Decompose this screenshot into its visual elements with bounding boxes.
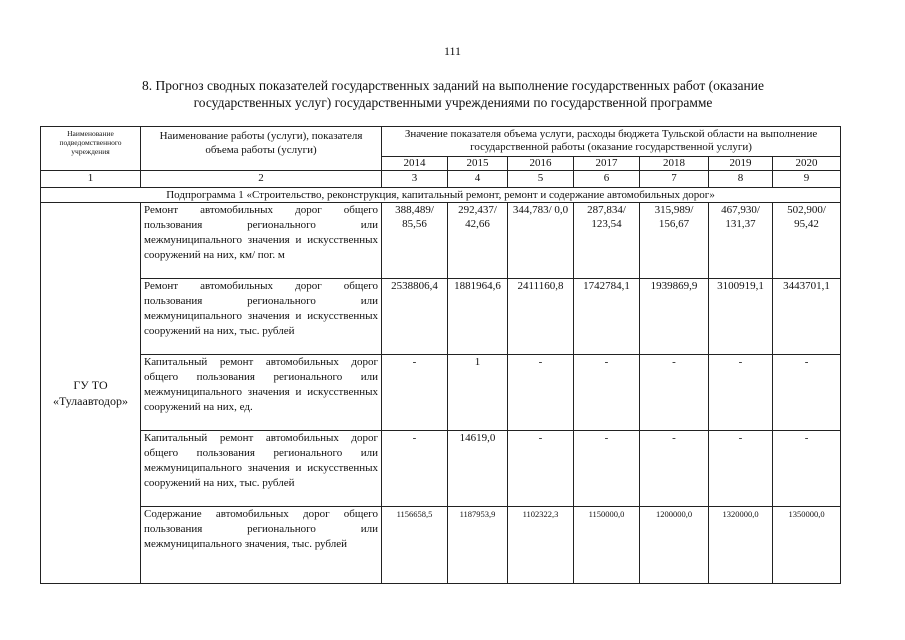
value-cell: 344,783/ 0,0 <box>508 203 574 279</box>
value-cell: - <box>640 355 709 431</box>
table-row <box>41 279 841 355</box>
column-number: 4 <box>448 171 508 188</box>
value-cell: - <box>508 431 574 507</box>
value-cell: 1939869,9 <box>640 279 709 355</box>
work-description: Капитальный ремонт автомобильных дорог общего пользования регионального или межмуниципального значения и искусственных сооружений на них, ед. <box>141 355 382 431</box>
title-line-2: государственных услуг) государственными учреждениями по государственной программе <box>193 95 713 110</box>
value-cell: 388,489/ 85,56 <box>382 203 448 279</box>
subprogram-row <box>41 188 841 203</box>
header-org-name: Наименование подведомственного учреждения <box>41 127 141 171</box>
value-cell: 287,834/ 123,54 <box>574 203 640 279</box>
header-work-name: Наименование работы (услуги), показателя объема работы (услуги) <box>141 127 382 171</box>
value-cell: 1320000,0 <box>709 507 773 584</box>
forecast-table <box>40 126 841 584</box>
year-cell: 2020 <box>773 157 841 171</box>
work-description: Содержание автомобильных дорог общего пользования регионального или межмуниципального значения, тыс. рублей <box>141 507 382 584</box>
table-row <box>41 507 841 584</box>
year-cell: 2019 <box>709 157 773 171</box>
column-number: 3 <box>382 171 448 188</box>
value-cell: - <box>574 355 640 431</box>
value-cell: 1150000,0 <box>574 507 640 584</box>
org-name-line-2: «Тулаавтодор» <box>52 394 129 408</box>
value-cell: 2411160,8 <box>508 279 574 355</box>
value-cell: 1102322,3 <box>508 507 574 584</box>
value-cell: 1350000,0 <box>773 507 841 584</box>
value-cell: - <box>773 355 841 431</box>
value-cell: - <box>382 355 448 431</box>
value-cell: - <box>382 431 448 507</box>
table-row <box>41 355 841 431</box>
table-row <box>41 431 841 507</box>
value-cell: 292,437/ 42,66 <box>448 203 508 279</box>
value-cell: - <box>773 431 841 507</box>
value-cell: 315,989/ 156,67 <box>640 203 709 279</box>
column-number: 1 <box>41 171 141 188</box>
column-number: 8 <box>709 171 773 188</box>
value-cell: 3100919,1 <box>709 279 773 355</box>
value-cell: 2538806,4 <box>382 279 448 355</box>
value-cell: - <box>709 431 773 507</box>
value-cell: - <box>574 431 640 507</box>
page-number: 111 <box>443 44 462 58</box>
table-row <box>41 203 841 279</box>
value-cell: - <box>508 355 574 431</box>
value-cell: - <box>709 355 773 431</box>
work-description: Капитальный ремонт автомобильных дорог общего пользования регионального или межмуниципального значения и искусственных сооружений на них, тыс. рублей <box>141 431 382 507</box>
year-cell: 2018 <box>640 157 709 171</box>
value-cell: 1187953,9 <box>448 507 508 584</box>
value-cell: 1156658,5 <box>382 507 448 584</box>
year-cell: 2014 <box>382 157 448 171</box>
column-number: 6 <box>574 171 640 188</box>
value-cell: 1200000,0 <box>640 507 709 584</box>
column-numbers-row <box>41 171 841 188</box>
value-cell: 14619,0 <box>448 431 508 507</box>
page-title <box>40 77 866 111</box>
year-cell: 2015 <box>448 157 508 171</box>
column-number: 5 <box>508 171 574 188</box>
subprogram-title: Подпрограмма 1 «Строительство, реконструкция, капитальный ремонт, ремонт и содержание автомобильных дорог» <box>41 188 841 203</box>
header-row <box>41 127 841 157</box>
column-number: 2 <box>141 171 382 188</box>
value-cell: 1742784,1 <box>574 279 640 355</box>
org-name-line-1: ГУ ТО <box>73 378 108 392</box>
column-number: 7 <box>640 171 709 188</box>
value-cell: 502,900/ 95,42 <box>773 203 841 279</box>
value-cell: 1881964,6 <box>448 279 508 355</box>
header-values: Значение показателя объема услуги, расходы бюджета Тульской области на выполнение государственной работы (оказание государственной услуги) <box>382 127 841 157</box>
value-cell: 3443701,1 <box>773 279 841 355</box>
year-cell: 2017 <box>574 157 640 171</box>
year-cell: 2016 <box>508 157 574 171</box>
work-description: Ремонт автомобильных дорог общего пользования регионального или межмуниципального значения и искусственных сооружений на них, км/ пог. м <box>141 203 382 279</box>
value-cell: 467,930/ 131,37 <box>709 203 773 279</box>
value-cell: 1 <box>448 355 508 431</box>
title-line-1: 8. Прогноз сводных показателей государственных заданий на выполнение государственных работ (оказание <box>142 78 764 93</box>
column-number: 9 <box>773 171 841 188</box>
work-description: Ремонт автомобильных дорог общего пользования регионального или межмуниципального значения и искусственных сооружений на них, тыс. рублей <box>141 279 382 355</box>
value-cell: - <box>640 431 709 507</box>
org-name <box>41 203 141 584</box>
